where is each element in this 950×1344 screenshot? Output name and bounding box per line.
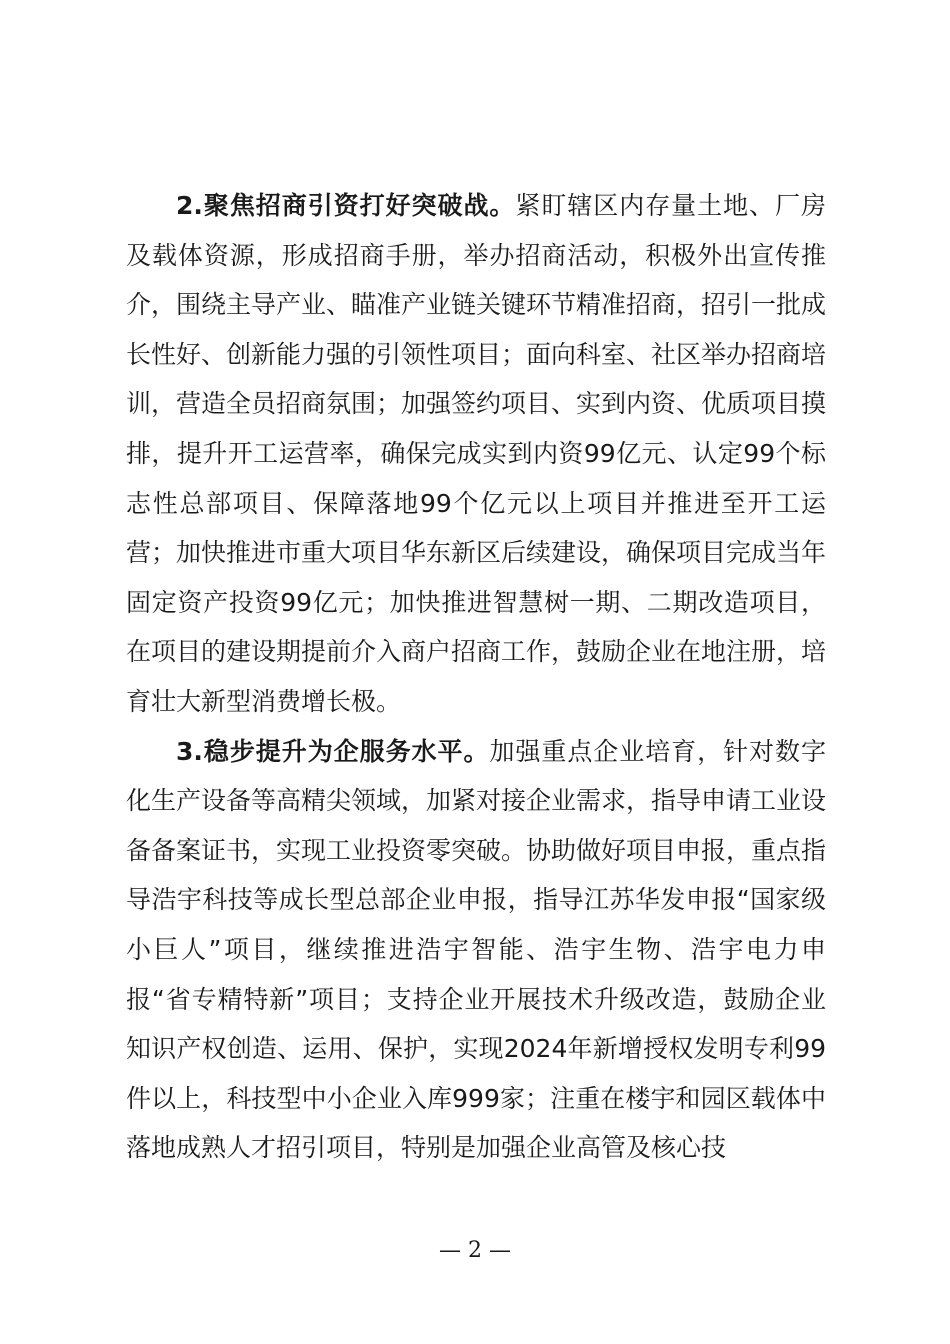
paragraph-heading: 2.聚焦招商引资打好突破战。 xyxy=(176,191,516,220)
body-text xyxy=(126,181,826,1173)
paragraph-heading: 3.稳步提升为企服务水平。 xyxy=(176,736,490,766)
paragraph-text: 紧盯辖区内存量土地、厂房及载体资源，形成招商手册，举办招商活动，积极外出宣传推介，围绕主导产业、瞄准产业链关键环节精准招商，招引一批成长性好、创新能力强的引领性项目；面向科室、社区举办招商培训，营造全员招商氛围；加强签约项目、实到内资、优质项目摸排，提升开工运营率，确保完成实到内资99亿元、认定99个标志性总部项目、保障落地99个亿元以上项目并推进至开工运营；加快推进市重大项目华东新区后续建设，确保项目完成当年固定资产投资99亿元；加快推进智慧树一期、二期改造项目，在项目的建设期提前介入商户招商工作，鼓励企业在地注册，培育壮大新型消费增长极。 xyxy=(126,191,827,716)
paragraph-text: 加强重点企业培育，针对数字化生产设备等高精尖领域，加紧对接企业需求，指导申请工业设备备案证书，实现工业投资零突破。协助做好项目申报，重点指导浩宇科技等成长型总部企业申报，指导江苏华发申报“国家级小巨人”项目，继续推进浩宇智能、浩宇生物、浩宇电力申报“省专精特新”项目；支持企业开展技术升级改造，鼓励企业知识产权创造、运用、保护，实现2024年新增授权发明专利99件以上，科技型中小企业入库999家；注重在楼宇和园区载体中落地成熟人才招引项目，特别是加强企业高管及核心技 xyxy=(126,736,827,1163)
paragraph-investment xyxy=(126,181,826,727)
page-number: — 2 — xyxy=(439,1238,511,1263)
paragraph-enterprise-service xyxy=(126,727,826,1173)
